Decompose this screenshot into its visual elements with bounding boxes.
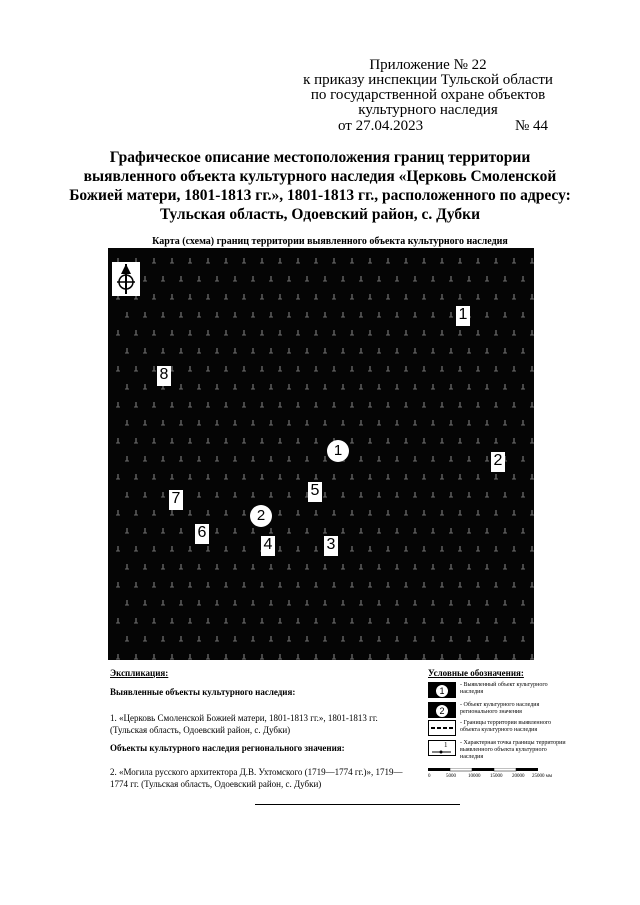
map-title: Карта (схема) границ территории выявленного объекта культурного наследия <box>152 236 508 247</box>
appendix-number: Приложение № 22 <box>369 57 487 73</box>
legend-symbol-point-box <box>428 740 456 756</box>
legend-symbol-number: 2 <box>435 704 449 718</box>
order-date: от 27.04.2023 <box>338 118 424 134</box>
boundary-point-6: 6 <box>195 524 209 544</box>
explication-heading: Экспликация: <box>110 668 169 678</box>
legend-symbol-number: 1 <box>444 741 448 749</box>
scale-tick-15000: 15000 <box>490 774 503 779</box>
document-title-line-1: Графическое описание местоположения границ территории <box>109 149 531 166</box>
explication-item-1: 1. «Церковь Смоленской Божией матери, 1801-1813 гг.», 1801-1813 гг. (Тульская область, Одоевский район, с. Дубки) <box>110 713 378 735</box>
legend-heading: Условные обозначения: <box>428 668 524 678</box>
legend-text: - Выявленный объект культурного наследия <box>460 682 548 695</box>
order-line-1: к приказу инспекции Тульской области <box>303 72 553 88</box>
explication-category-regional: Объекты культурного наследия регионального значения: <box>110 743 345 753</box>
document-title-line-2: выявленного объекта культурного наследия «Церковь Смоленской <box>83 168 557 185</box>
scale-tick-25000: 25000 мм <box>532 774 553 779</box>
explication-item-2: 2. «Могила русского архитектора Д.В. Ухтомского (1719—1774 гг.)», 1719—1774 гг. (Тульская область, Одоевский район, с. Дубки) <box>110 767 403 789</box>
order-line-3: культурного наследия <box>358 102 498 118</box>
boundary-map <box>108 248 534 660</box>
explication-category-identified: Выявленные объекты культурного наследия: <box>110 687 296 697</box>
signature-line <box>255 804 460 805</box>
boundary-point-4: 4 <box>261 536 275 556</box>
legend-text: - Границы территории выявленного объекта культурного наследия <box>460 720 552 733</box>
legend-symbol-boundary-line <box>428 720 456 736</box>
cultural-object-marker-1: 1 <box>327 440 349 462</box>
boundary-point-5: 5 <box>308 482 322 502</box>
legend-text: - Объект культурного наследия регионального значения <box>460 702 540 715</box>
boundary-point-7: 7 <box>169 490 183 510</box>
order-number: № 44 <box>515 118 549 134</box>
boundary-point-3: 3 <box>324 536 338 556</box>
legend-symbol-black-box <box>428 682 456 698</box>
map-texture <box>108 248 534 660</box>
scale-tick-10000: 10000 <box>468 774 481 779</box>
legend-symbol-number: 1 <box>435 684 449 698</box>
legend-text: - Характерная точка границы территории выявленного объекта культурного наследия <box>460 740 566 760</box>
boundary-point-8: 8 <box>157 366 171 386</box>
boundary-point-2: 2 <box>491 452 505 472</box>
document-title-line-3: Божией матери, 1801-1813 гг.», 1801-1813 гг., расположенного по адресу: <box>69 187 571 204</box>
scale-bar <box>428 768 560 784</box>
document-title-line-4: Тульская область, Одоевский район, с. Дубки <box>159 206 481 223</box>
legend-symbol-black-box <box>428 702 456 718</box>
scale-tick-5000: 5000 <box>446 774 456 779</box>
north-arrow-icon <box>112 262 140 296</box>
boundary-point-1: 1 <box>456 306 470 326</box>
scale-tick-0: 0 <box>428 774 431 779</box>
order-line-2: по государственной охране объектов <box>310 87 546 103</box>
scale-tick-20000: 20000 <box>512 774 525 779</box>
cultural-object-marker-2: 2 <box>250 505 272 527</box>
